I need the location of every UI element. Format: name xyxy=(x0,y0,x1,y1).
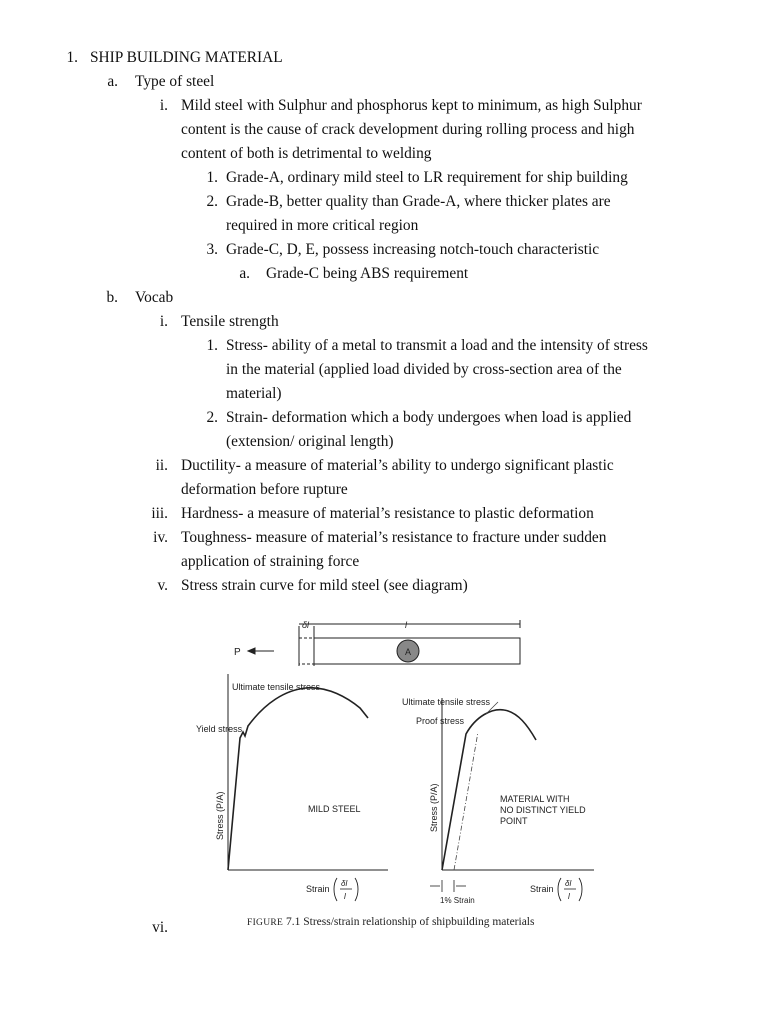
list-marker: 2. xyxy=(206,409,218,426)
caption-label: FIGURE xyxy=(247,918,284,928)
area-label: A xyxy=(405,647,412,657)
mild-steel-label: MILD STEEL xyxy=(308,804,361,814)
section-number: 1. xyxy=(66,49,78,66)
proof-stress-label: Proof stress xyxy=(416,716,465,726)
left-paren-open xyxy=(334,878,337,901)
list-marker: i. xyxy=(159,97,168,114)
paragraph-line: Mild steel with Sulphur and phosphorus kept to minimum, as high Sulphur xyxy=(181,97,642,114)
load-arrowhead xyxy=(248,648,255,654)
subheading-type-of-steel: Type of steel xyxy=(135,73,215,90)
left-fraction-numerator: δl xyxy=(341,879,348,888)
list-item: Ductility- a measure of material’s ability to undergo significant plastic xyxy=(181,457,614,474)
list-marker: b. xyxy=(106,289,118,306)
left-y-axis-label: Stress (P/A) xyxy=(215,791,225,840)
right-x-axis-label: Strain xyxy=(530,884,554,894)
test-bar xyxy=(248,620,520,666)
list-item: Strain- deformation which a body undergoes when load is applied xyxy=(226,409,632,426)
list-item: Stress- ability of a metal to transmit a load and the intensity of stress xyxy=(226,337,648,354)
list-item: Stress strain curve for mild steel (see diagram) xyxy=(181,577,468,594)
no-yield-label-line-2: NO DISTINCT YIELD xyxy=(500,805,586,815)
right-uts-label: Ultimate tensile stress xyxy=(402,697,491,707)
list-item: deformation before rupture xyxy=(181,481,348,498)
figure-caption xyxy=(247,916,534,928)
list-marker: iii. xyxy=(151,505,168,522)
no-yield-label-line-3: POINT xyxy=(500,816,528,826)
caption-number: 7.1 xyxy=(285,916,301,928)
left-x-axis-label: Strain xyxy=(306,884,330,894)
list-item: Toughness- measure of material’s resistance to fracture under sudden xyxy=(181,529,607,546)
list-item: in the material (applied load divided by cross-section area of the xyxy=(226,361,622,378)
left-fraction-denominator: l xyxy=(344,892,346,901)
right-paren-open xyxy=(558,878,561,901)
caption-text: Stress/strain relationship of shipbuilding materials xyxy=(303,916,535,928)
list-marker: 1. xyxy=(206,169,218,186)
subheading-vocab: Vocab xyxy=(135,289,174,306)
right-y-axis-label: Stress (P/A) xyxy=(429,783,439,832)
list-marker: vi. xyxy=(152,919,168,936)
proof-offset-line xyxy=(454,732,478,870)
no-yield-chart xyxy=(402,697,594,905)
list-marker: 3. xyxy=(206,241,218,258)
list-item: Grade-C being ABS requirement xyxy=(266,265,469,282)
list-item: Grade-C, D, E, possess increasing notch-touch characteristic xyxy=(226,241,600,258)
section-heading: SHIP BUILDING MATERIAL xyxy=(90,49,283,66)
list-item: Hardness- a measure of material’s resistance to plastic deformation xyxy=(181,505,594,522)
list-marker: i. xyxy=(159,313,168,330)
mild-steel-curve xyxy=(228,688,368,870)
yield-stress-label: Yield stress xyxy=(196,724,243,734)
extension-label: δl xyxy=(302,620,310,630)
left-paren-close xyxy=(355,878,358,901)
load-label: P xyxy=(234,647,241,658)
stress-strain-diagram xyxy=(196,608,600,908)
mild-steel-chart xyxy=(196,674,388,901)
list-item: Grade-A, ordinary mild steel to LR requirement for ship building xyxy=(226,169,628,186)
no-yield-label-line-1: MATERIAL WITH xyxy=(500,794,570,804)
paragraph-line: content of both is detrimental to welding xyxy=(181,145,432,162)
list-marker: a. xyxy=(107,73,118,90)
right-fraction-numerator: δl xyxy=(565,879,572,888)
list-marker: iv. xyxy=(153,529,168,546)
paragraph-line: content is the cause of crack development during rolling process and high xyxy=(181,121,635,138)
list-item: (extension/ original length) xyxy=(226,433,394,450)
no-yield-curve xyxy=(442,710,536,870)
list-marker: ii. xyxy=(155,457,168,474)
bar-extension xyxy=(299,638,314,664)
stress-strain-figure xyxy=(196,608,600,908)
length-label: l xyxy=(405,620,407,630)
list-item: required in more critical region xyxy=(226,217,419,234)
list-item: Tensile strength xyxy=(181,313,279,330)
offset-strain-label: 1% Strain xyxy=(440,896,475,905)
list-item: application of straining force xyxy=(181,553,360,570)
list-item: material) xyxy=(226,385,282,402)
list-marker: v. xyxy=(157,577,168,594)
list-marker: a. xyxy=(239,265,250,282)
list-marker: 1. xyxy=(206,337,218,354)
right-paren-close xyxy=(579,878,582,901)
list-marker: 2. xyxy=(206,193,218,210)
right-fraction-denominator: l xyxy=(568,892,570,901)
left-uts-label: Ultimate tensile stress xyxy=(232,682,321,692)
list-item: Grade-B, better quality than Grade-A, where thicker plates are xyxy=(226,193,611,210)
